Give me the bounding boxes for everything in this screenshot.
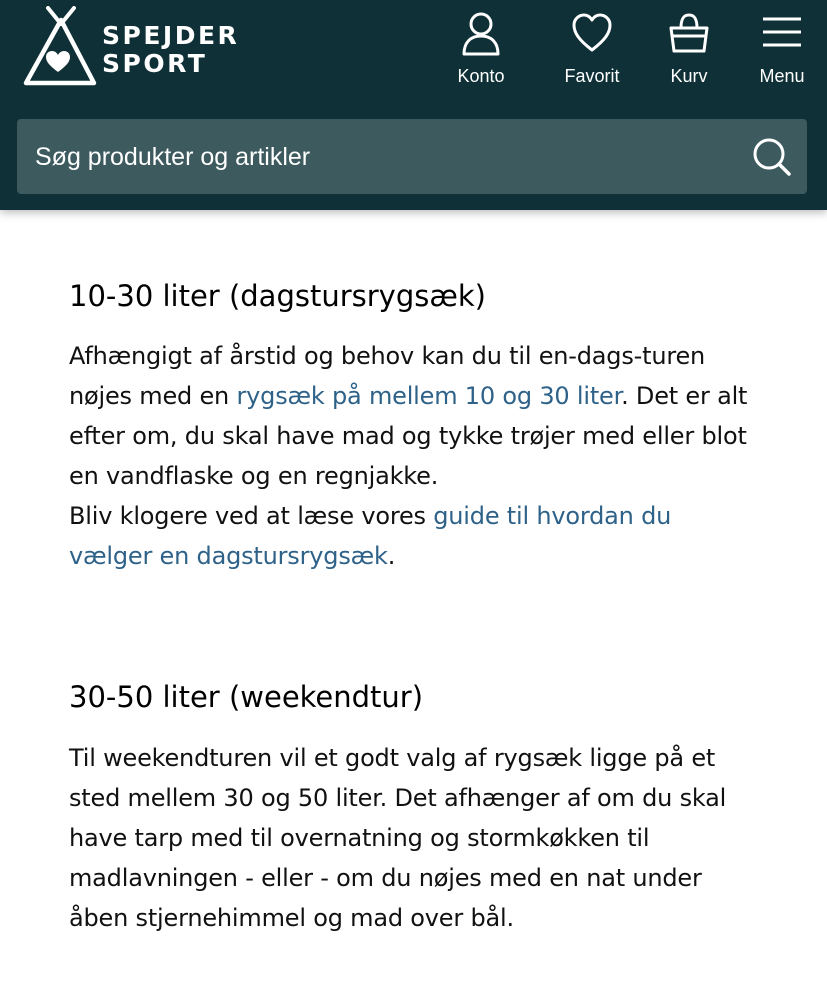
paragraph-text: . bbox=[387, 542, 396, 570]
paragraph-text: Bliv klogere ved at læse vores bbox=[69, 502, 434, 530]
search-bar bbox=[17, 119, 807, 194]
site-header bbox=[0, 0, 827, 210]
nav-konto-label: Konto bbox=[457, 66, 505, 86]
nav-favorit-label: Favorit bbox=[564, 66, 620, 86]
nav-menu-label: Menu bbox=[759, 66, 805, 86]
tipi-heart-icon bbox=[20, 6, 100, 90]
section-paragraph bbox=[69, 336, 759, 576]
link-guide-dagstursrygsaek[interactable]: guide til hvordan du vælger en dagstursrygsæk bbox=[69, 502, 672, 570]
link-rygsaek-10-30[interactable]: rygsæk på mellem 10 og 30 liter bbox=[236, 382, 622, 410]
basket-icon bbox=[668, 10, 710, 58]
paragraph-text: . Det er alt efter om, du skal have mad og tykke trøjer med eller blot en vandflaske og en regnjakke. bbox=[69, 382, 748, 490]
section-paragraph: Til weekendturen vil et godt valg af rygsæk ligge på et sted mellem 30 og 50 liter. Det afhænger af om du skal have tarp med til overnatning og stormkøkken til madlavningen - eller - om du nøjes med en nat under åben stjernehimmel og mad over bål. bbox=[69, 744, 727, 932]
heart-icon bbox=[571, 10, 613, 58]
nav-favorit[interactable] bbox=[547, 10, 637, 87]
nav-kurv-label: Kurv bbox=[670, 66, 708, 86]
logo-line-2: SPORT bbox=[102, 49, 208, 78]
nav-menu[interactable] bbox=[737, 10, 827, 87]
user-icon bbox=[461, 10, 501, 58]
hamburger-icon bbox=[761, 10, 803, 58]
logo-text bbox=[102, 22, 239, 78]
nav-kurv[interactable] bbox=[644, 10, 734, 87]
logo-line-1: SPEJDER bbox=[102, 21, 240, 50]
nav-konto[interactable] bbox=[436, 10, 526, 87]
logo[interactable] bbox=[20, 6, 240, 90]
search-input[interactable] bbox=[33, 119, 737, 196]
paragraph-text: Afhængigt af årstid og behov kan du til en-dags-turen nøjes med en bbox=[69, 342, 706, 410]
section-heading: 10-30 liter (dagstursrygsæk) bbox=[69, 279, 486, 313]
search-icon[interactable] bbox=[751, 136, 793, 178]
section-heading: 30-50 liter (weekendtur) bbox=[69, 680, 424, 714]
